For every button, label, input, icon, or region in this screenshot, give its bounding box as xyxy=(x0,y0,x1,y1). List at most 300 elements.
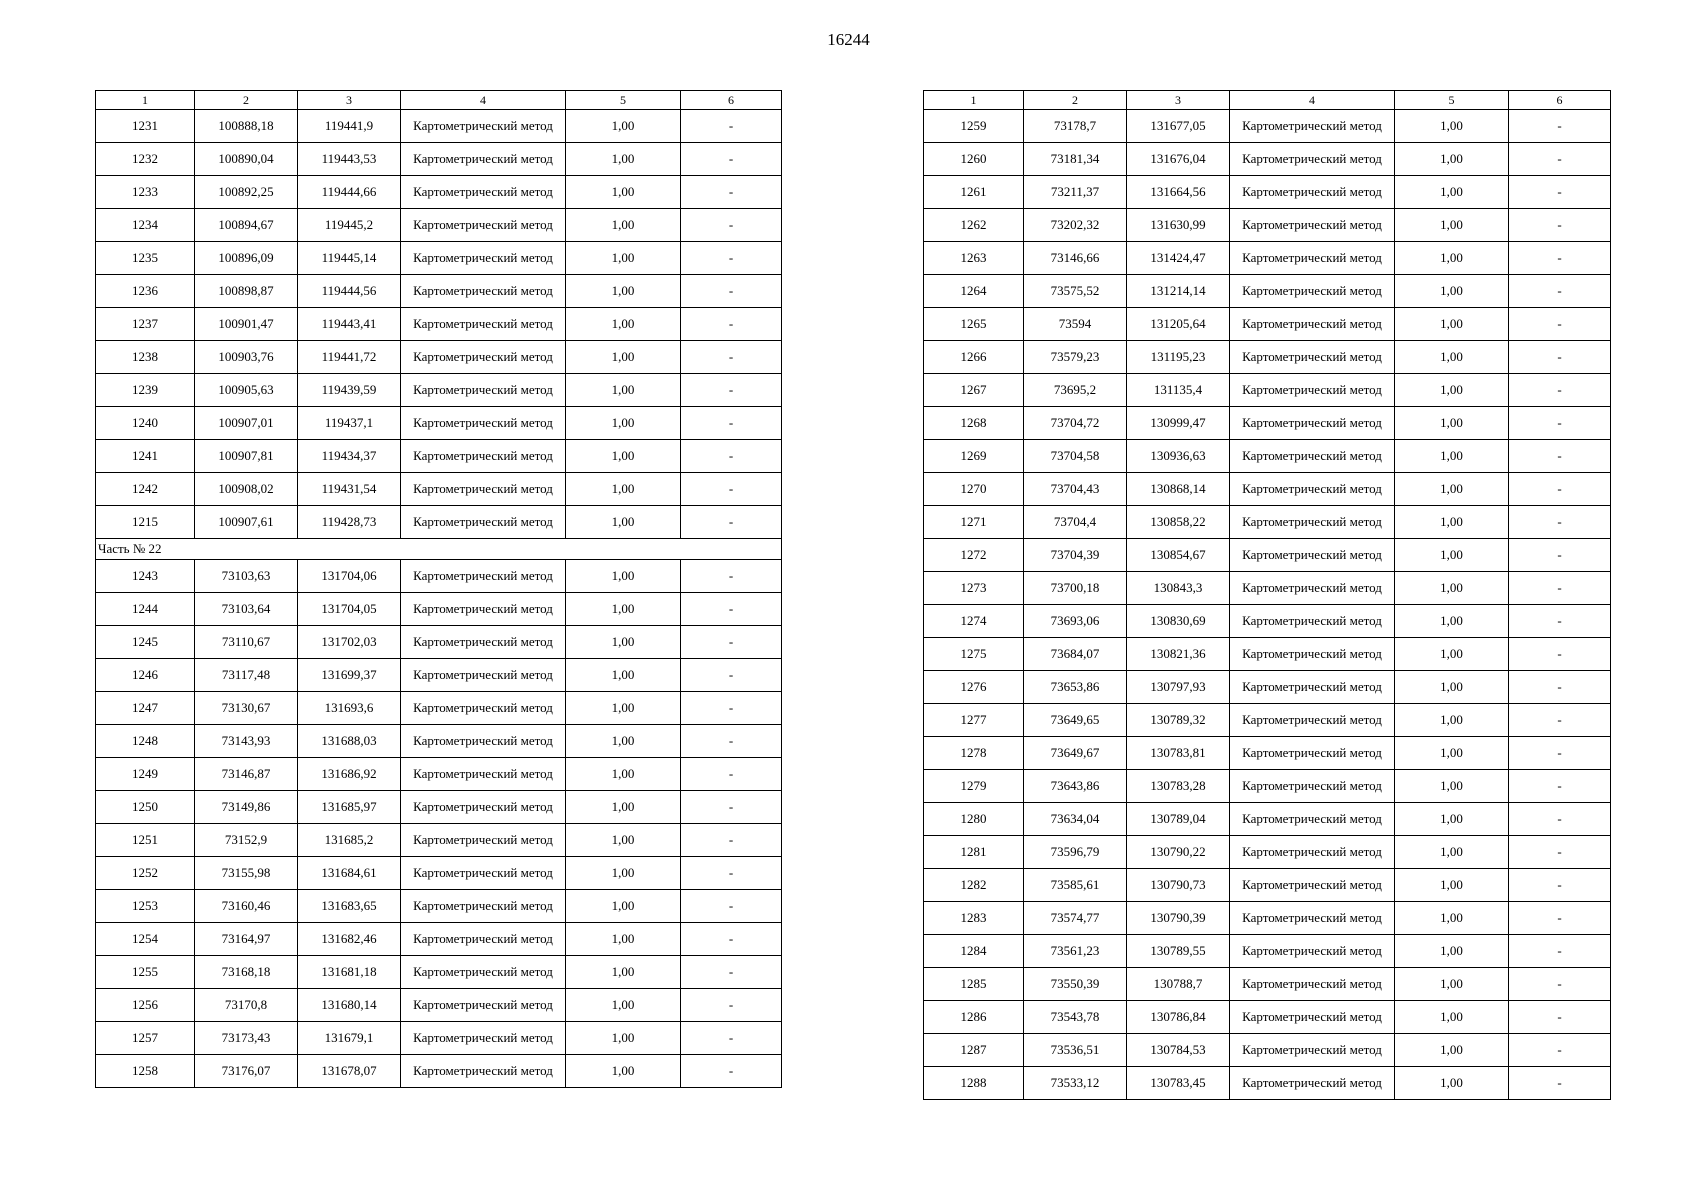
table-cell: - xyxy=(1509,572,1611,605)
table-cell: 73704,4 xyxy=(1024,506,1127,539)
table-cell: - xyxy=(681,593,782,626)
table-cell: Картометрический метод xyxy=(1230,341,1395,374)
table-cell: Картометрический метод xyxy=(401,692,566,725)
table-cell: 1282 xyxy=(924,869,1024,902)
table-cell: 73152,9 xyxy=(195,824,298,857)
column-header: 5 xyxy=(1395,91,1509,110)
table-cell: 130797,93 xyxy=(1127,671,1230,704)
table-cell: 73704,43 xyxy=(1024,473,1127,506)
table-cell: Картометрический метод xyxy=(401,341,566,374)
table-cell: - xyxy=(1509,1001,1611,1034)
table-cell: 119428,73 xyxy=(298,506,401,539)
table-cell: 1,00 xyxy=(566,692,681,725)
table-cell: 1244 xyxy=(96,593,195,626)
table-cell: Картометрический метод xyxy=(401,791,566,824)
table-cell: 73176,07 xyxy=(195,1055,298,1088)
table-cell: Картометрический метод xyxy=(401,275,566,308)
table-cell: 100907,61 xyxy=(195,506,298,539)
table-cell: 119431,54 xyxy=(298,473,401,506)
table-cell: Картометрический метод xyxy=(401,626,566,659)
table-cell: Картометрический метод xyxy=(1230,1067,1395,1100)
table-cell: 73704,72 xyxy=(1024,407,1127,440)
table-cell: 131676,04 xyxy=(1127,143,1230,176)
table-cell: 1,00 xyxy=(1395,572,1509,605)
table-row xyxy=(96,890,782,923)
table-cell: - xyxy=(681,506,782,539)
table-cell: - xyxy=(1509,803,1611,836)
table-row xyxy=(924,836,1611,869)
table-cell: 1,00 xyxy=(1395,1034,1509,1067)
table-cell: Картометрический метод xyxy=(401,659,566,692)
column-header: 6 xyxy=(681,91,782,110)
table-cell: 73146,66 xyxy=(1024,242,1127,275)
table-cell: 1287 xyxy=(924,1034,1024,1067)
table-row xyxy=(924,110,1611,143)
table-cell: - xyxy=(681,857,782,890)
table-cell: 73575,52 xyxy=(1024,275,1127,308)
table-cell: 73168,18 xyxy=(195,956,298,989)
table-cell: 1,00 xyxy=(1395,506,1509,539)
table-cell: 1274 xyxy=(924,605,1024,638)
table-cell: 1,00 xyxy=(566,593,681,626)
table-cell: 1,00 xyxy=(566,1022,681,1055)
table-cell: 1276 xyxy=(924,671,1024,704)
table-cell: 1,00 xyxy=(1395,638,1509,671)
table-cell: 1254 xyxy=(96,923,195,956)
table-cell: 100894,67 xyxy=(195,209,298,242)
table-cell: 100888,18 xyxy=(195,110,298,143)
table-cell: 130789,04 xyxy=(1127,803,1230,836)
table-cell: 73574,77 xyxy=(1024,902,1127,935)
table-cell: Картометрический метод xyxy=(1230,374,1395,407)
table-cell: 1,00 xyxy=(1395,704,1509,737)
table-cell: - xyxy=(1509,737,1611,770)
table-cell: - xyxy=(681,824,782,857)
table-cell: 100892,25 xyxy=(195,176,298,209)
table-cell: 1,00 xyxy=(566,824,681,857)
column-header: 5 xyxy=(566,91,681,110)
table-row xyxy=(96,143,782,176)
table-cell: 131682,46 xyxy=(298,923,401,956)
table-cell: 1,00 xyxy=(566,374,681,407)
table-row xyxy=(924,242,1611,275)
table-cell: 1,00 xyxy=(566,956,681,989)
table-cell: 131630,99 xyxy=(1127,209,1230,242)
table-cell: - xyxy=(1509,704,1611,737)
table-cell: Картометрический метод xyxy=(1230,638,1395,671)
table-cell: 1,00 xyxy=(566,473,681,506)
table-row xyxy=(96,692,782,725)
table-row xyxy=(924,275,1611,308)
table-cell: - xyxy=(681,209,782,242)
table-cell: - xyxy=(681,791,782,824)
table-cell: 131704,05 xyxy=(298,593,401,626)
table-cell: Картометрический метод xyxy=(401,473,566,506)
coordinates-table-right xyxy=(923,90,1611,1100)
table-cell: 1264 xyxy=(924,275,1024,308)
table-cell: 1,00 xyxy=(1395,836,1509,869)
table-cell: - xyxy=(1509,506,1611,539)
table-cell: 131678,07 xyxy=(298,1055,401,1088)
table-cell: 1273 xyxy=(924,572,1024,605)
table-cell: 1236 xyxy=(96,275,195,308)
table-cell: 1,00 xyxy=(566,275,681,308)
table-row xyxy=(96,407,782,440)
table-cell: 1,00 xyxy=(566,143,681,176)
table-cell: 73695,2 xyxy=(1024,374,1127,407)
table-cell: 130783,28 xyxy=(1127,770,1230,803)
table-cell: 119439,59 xyxy=(298,374,401,407)
table-row xyxy=(924,440,1611,473)
table-row xyxy=(96,440,782,473)
table-row xyxy=(924,902,1611,935)
table-cell: 73178,7 xyxy=(1024,110,1127,143)
table-cell: Картометрический метод xyxy=(1230,1034,1395,1067)
table-cell: 1248 xyxy=(96,725,195,758)
table-cell: Картометрический метод xyxy=(1230,440,1395,473)
table-row xyxy=(96,209,782,242)
table-cell: Картометрический метод xyxy=(1230,209,1395,242)
table-cell: 130789,55 xyxy=(1127,935,1230,968)
table-cell: - xyxy=(1509,374,1611,407)
table-cell: 1246 xyxy=(96,659,195,692)
table-cell: 73160,46 xyxy=(195,890,298,923)
table-cell: 1247 xyxy=(96,692,195,725)
table-row xyxy=(924,869,1611,902)
table-cell: - xyxy=(681,143,782,176)
table-row xyxy=(924,671,1611,704)
table-cell: 73173,43 xyxy=(195,1022,298,1055)
table-cell: 1283 xyxy=(924,902,1024,935)
table-row xyxy=(96,1022,782,1055)
table-row xyxy=(96,989,782,1022)
table-cell: 131195,23 xyxy=(1127,341,1230,374)
table-cell: 131677,05 xyxy=(1127,110,1230,143)
table-cell: Картометрический метод xyxy=(401,989,566,1022)
table-cell: - xyxy=(1509,935,1611,968)
table-cell: 1257 xyxy=(96,1022,195,1055)
table-row xyxy=(96,725,782,758)
table-cell: 131681,18 xyxy=(298,956,401,989)
table-row xyxy=(924,968,1611,1001)
table-cell: 1,00 xyxy=(566,626,681,659)
table-cell: 100898,87 xyxy=(195,275,298,308)
table-body xyxy=(924,91,1611,1100)
table-cell: - xyxy=(1509,1067,1611,1100)
table-cell: - xyxy=(1509,341,1611,374)
table-row xyxy=(924,308,1611,341)
table-cell: - xyxy=(1509,605,1611,638)
table-cell: 1265 xyxy=(924,308,1024,341)
table-cell: 100908,02 xyxy=(195,473,298,506)
table-cell: 1237 xyxy=(96,308,195,341)
table-cell: 1241 xyxy=(96,440,195,473)
table-cell: Картометрический метод xyxy=(1230,275,1395,308)
table-cell: 1,00 xyxy=(566,440,681,473)
table-cell: 1,00 xyxy=(566,758,681,791)
table-cell: 73653,86 xyxy=(1024,671,1127,704)
table-cell: 1233 xyxy=(96,176,195,209)
table-cell: - xyxy=(1509,308,1611,341)
table-cell: 1,00 xyxy=(1395,902,1509,935)
table-cell: - xyxy=(1509,473,1611,506)
table-cell: Картометрический метод xyxy=(401,110,566,143)
table-cell: 73103,64 xyxy=(195,593,298,626)
column-header: 6 xyxy=(1509,91,1611,110)
table-cell: 1250 xyxy=(96,791,195,824)
table-cell: 1252 xyxy=(96,857,195,890)
table-cell: 1267 xyxy=(924,374,1024,407)
table-cell: - xyxy=(681,473,782,506)
table-cell: 73117,48 xyxy=(195,659,298,692)
table-cell: 1,00 xyxy=(1395,473,1509,506)
table-cell: - xyxy=(681,956,782,989)
table-row xyxy=(924,605,1611,638)
table-row xyxy=(96,956,782,989)
table-cell: 1275 xyxy=(924,638,1024,671)
table-row xyxy=(96,341,782,374)
table-cell: - xyxy=(681,989,782,1022)
table-cell: 130999,47 xyxy=(1127,407,1230,440)
table-row xyxy=(96,824,782,857)
table-cell: Картометрический метод xyxy=(401,824,566,857)
table-cell: Картометрический метод xyxy=(401,923,566,956)
column-header: 2 xyxy=(195,91,298,110)
table-cell: 73103,63 xyxy=(195,560,298,593)
table-cell: 1,00 xyxy=(1395,605,1509,638)
table-cell: Картометрический метод xyxy=(401,176,566,209)
table-cell: - xyxy=(1509,242,1611,275)
table-cell: 1,00 xyxy=(566,110,681,143)
table-cell: 131135,4 xyxy=(1127,374,1230,407)
table-cell: - xyxy=(1509,638,1611,671)
table-cell: 119444,56 xyxy=(298,275,401,308)
table-cell: 1232 xyxy=(96,143,195,176)
table-cell: 130783,81 xyxy=(1127,737,1230,770)
table-cell: 1242 xyxy=(96,473,195,506)
table-cell: Картометрический метод xyxy=(1230,176,1395,209)
table-cell: 1256 xyxy=(96,989,195,1022)
column-header: 4 xyxy=(401,91,566,110)
table-row xyxy=(924,704,1611,737)
table-cell: - xyxy=(1509,671,1611,704)
table-cell: Картометрический метод xyxy=(1230,506,1395,539)
table-cell: 1,00 xyxy=(1395,374,1509,407)
table-cell: 1,00 xyxy=(1395,803,1509,836)
table-row xyxy=(924,341,1611,374)
table-cell: 1260 xyxy=(924,143,1024,176)
table-cell: 73684,07 xyxy=(1024,638,1127,671)
column-header: 3 xyxy=(298,91,401,110)
table-cell: Картометрический метод xyxy=(401,956,566,989)
table-cell: 1,00 xyxy=(566,242,681,275)
table-cell: 1240 xyxy=(96,407,195,440)
table-cell: 1,00 xyxy=(1395,737,1509,770)
table-cell: 73579,23 xyxy=(1024,341,1127,374)
table-row xyxy=(924,1067,1611,1100)
table-cell: 1269 xyxy=(924,440,1024,473)
table-cell: 73110,67 xyxy=(195,626,298,659)
table-cell: - xyxy=(681,407,782,440)
table-row xyxy=(96,758,782,791)
table-cell: Картометрический метод xyxy=(401,857,566,890)
table-cell: 73634,04 xyxy=(1024,803,1127,836)
table-row xyxy=(96,1055,782,1088)
column-header: 4 xyxy=(1230,91,1395,110)
table-row xyxy=(924,539,1611,572)
table-cell: 100896,09 xyxy=(195,242,298,275)
table-cell: 73704,58 xyxy=(1024,440,1127,473)
table-row xyxy=(924,209,1611,242)
table-cell: Картометрический метод xyxy=(401,440,566,473)
table-cell: 119443,41 xyxy=(298,308,401,341)
table-cell: 1262 xyxy=(924,209,1024,242)
column-header: 2 xyxy=(1024,91,1127,110)
table-cell: Картометрический метод xyxy=(401,143,566,176)
table-row xyxy=(924,572,1611,605)
table-cell: - xyxy=(1509,143,1611,176)
table-cell: 130868,14 xyxy=(1127,473,1230,506)
table-cell: 119445,2 xyxy=(298,209,401,242)
table-cell: Картометрический метод xyxy=(401,209,566,242)
table-cell: 130788,7 xyxy=(1127,968,1230,1001)
table-row xyxy=(96,593,782,626)
table-cell: 1249 xyxy=(96,758,195,791)
table-cell: 1288 xyxy=(924,1067,1024,1100)
table-cell: - xyxy=(1509,902,1611,935)
table-cell: 73181,34 xyxy=(1024,143,1127,176)
table-row xyxy=(924,803,1611,836)
table-cell: - xyxy=(1509,110,1611,143)
table-row xyxy=(924,737,1611,770)
table-cell: 1,00 xyxy=(566,857,681,890)
table-cell: 119444,66 xyxy=(298,176,401,209)
table-cell: 119434,37 xyxy=(298,440,401,473)
table-row xyxy=(96,659,782,692)
table-cell: Картометрический метод xyxy=(401,725,566,758)
table-cell: Картометрический метод xyxy=(1230,572,1395,605)
table-cell: 119437,1 xyxy=(298,407,401,440)
column-header: 1 xyxy=(924,91,1024,110)
table-cell: 100905,63 xyxy=(195,374,298,407)
table-cell: 131699,37 xyxy=(298,659,401,692)
table-cell: 131702,03 xyxy=(298,626,401,659)
column-header: 1 xyxy=(96,91,195,110)
table-cell: 1235 xyxy=(96,242,195,275)
table-cell: Картометрический метод xyxy=(1230,737,1395,770)
table-cell: 1239 xyxy=(96,374,195,407)
table-cell: 130821,36 xyxy=(1127,638,1230,671)
table-cell: 73543,78 xyxy=(1024,1001,1127,1034)
table-cell: 130790,73 xyxy=(1127,869,1230,902)
table-cell: 1285 xyxy=(924,968,1024,1001)
table-cell: - xyxy=(681,560,782,593)
table-cell: 131704,06 xyxy=(298,560,401,593)
table-cell: Картометрический метод xyxy=(1230,968,1395,1001)
table-cell: 73536,51 xyxy=(1024,1034,1127,1067)
table-cell: - xyxy=(681,374,782,407)
table-cell: 131680,14 xyxy=(298,989,401,1022)
table-cell: 1272 xyxy=(924,539,1024,572)
table-cell: - xyxy=(681,725,782,758)
table-cell: - xyxy=(681,1055,782,1088)
table-row xyxy=(96,857,782,890)
table-cell: 73704,39 xyxy=(1024,539,1127,572)
table-row xyxy=(96,275,782,308)
table-cell: - xyxy=(681,758,782,791)
table-cell: 130790,39 xyxy=(1127,902,1230,935)
table-cell: 1279 xyxy=(924,770,1024,803)
table-cell: Картометрический метод xyxy=(1230,605,1395,638)
table-cell: 130936,63 xyxy=(1127,440,1230,473)
table-cell: 1263 xyxy=(924,242,1024,275)
table-row xyxy=(96,374,782,407)
table-cell: 131214,14 xyxy=(1127,275,1230,308)
table-cell: 1270 xyxy=(924,473,1024,506)
table-cell: 1245 xyxy=(96,626,195,659)
table-row xyxy=(96,626,782,659)
table-cell: 131693,6 xyxy=(298,692,401,725)
table-cell: 73596,79 xyxy=(1024,836,1127,869)
table-cell: 1,00 xyxy=(1395,671,1509,704)
table-row xyxy=(924,1034,1611,1067)
table-cell: 73561,23 xyxy=(1024,935,1127,968)
table-cell: 73170,8 xyxy=(195,989,298,1022)
table-cell: 1215 xyxy=(96,506,195,539)
table-cell: 131205,64 xyxy=(1127,308,1230,341)
table-cell: 1255 xyxy=(96,956,195,989)
table-cell: - xyxy=(681,242,782,275)
table-cell: 1284 xyxy=(924,935,1024,968)
table-cell: Картометрический метод xyxy=(1230,836,1395,869)
table-cell: 1,00 xyxy=(566,659,681,692)
table-cell: 1281 xyxy=(924,836,1024,869)
table-cell: 73155,98 xyxy=(195,857,298,890)
table-cell: Картометрический метод xyxy=(1230,704,1395,737)
table-cell: - xyxy=(1509,1034,1611,1067)
table-row xyxy=(96,506,782,539)
table-cell: 1243 xyxy=(96,560,195,593)
table-header-row xyxy=(96,91,782,110)
table-cell: 130830,69 xyxy=(1127,605,1230,638)
table-cell: Картометрический метод xyxy=(1230,1001,1395,1034)
table-cell: 1,00 xyxy=(566,407,681,440)
table-cell: 1,00 xyxy=(566,341,681,374)
table-cell: - xyxy=(681,659,782,692)
table-cell: 1231 xyxy=(96,110,195,143)
table-cell: 1271 xyxy=(924,506,1024,539)
table-cell: 1,00 xyxy=(566,506,681,539)
table-cell: 131684,61 xyxy=(298,857,401,890)
table-cell: - xyxy=(1509,275,1611,308)
table-cell: 73649,65 xyxy=(1024,704,1127,737)
table-cell: - xyxy=(681,1022,782,1055)
table-cell: 1253 xyxy=(96,890,195,923)
table-row xyxy=(96,923,782,956)
table-cell: 1,00 xyxy=(1395,242,1509,275)
table-cell: Картометрический метод xyxy=(401,560,566,593)
table-cell: 119441,9 xyxy=(298,110,401,143)
table-cell: Картометрический метод xyxy=(1230,539,1395,572)
table-cell: Картометрический метод xyxy=(401,758,566,791)
table-cell: 73130,67 xyxy=(195,692,298,725)
table-cell: 1,00 xyxy=(1395,341,1509,374)
table-cell: 131685,97 xyxy=(298,791,401,824)
table-row xyxy=(96,110,782,143)
table-cell: 1,00 xyxy=(1395,143,1509,176)
table-cell: 73693,06 xyxy=(1024,605,1127,638)
table-cell: 130858,22 xyxy=(1127,506,1230,539)
